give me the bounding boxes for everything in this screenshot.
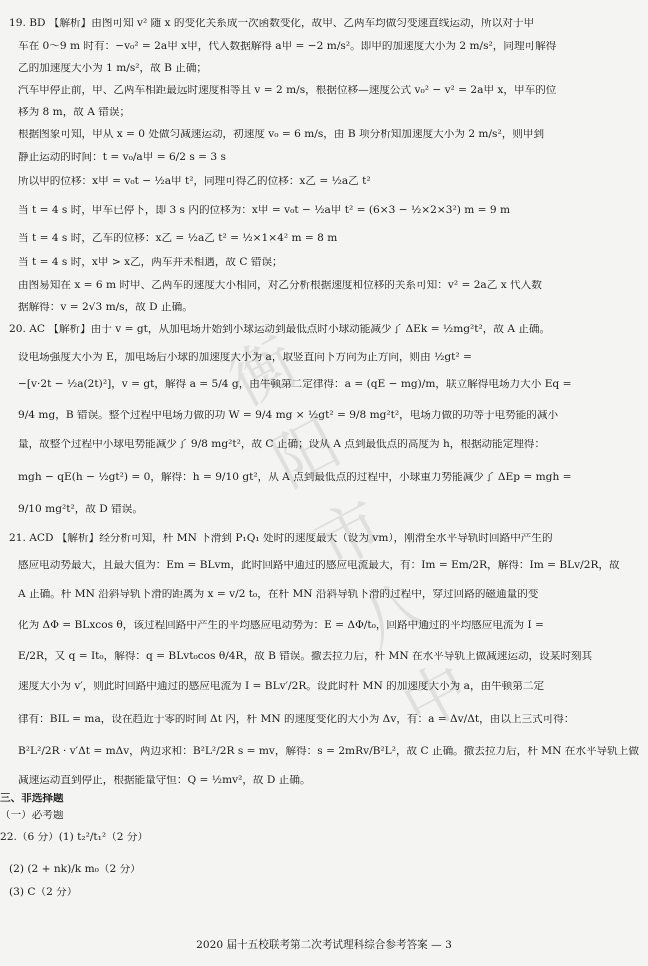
text-line: 由图易知在 x = 6 m 时甲、乙两车的速度大小相同，对乙分析根据速度和位移的关系可知：v² = 2a乙 x 代入数	[18, 280, 542, 291]
text-line: 根据图象可知，甲从 x = 0 处做匀减速运动，初速度 v₀ = 6 m/s，由 B 项分析知加速度大小为 2 m/s²，则甲到	[18, 129, 545, 140]
text-line: 汽车甲停止前，甲、乙两车相距最远时速度相等且 v = 2 m/s，根据位移—速度公式 v₀² − v² = 2a甲 x，甲车的位	[18, 85, 557, 96]
text-line: 移为 8 m，故 A 错误；	[18, 107, 131, 118]
text-line: 当 t = 4 s 时，甲车已停下，即 3 s 内的位移为：x甲 = v₀t − ½a甲 t² = (6×3 − ½×2×3²) m = 9 m	[18, 205, 511, 216]
text-line: 20. AC 【解析】由于 v = gt，从加电场开始到小球运动到最低点时小球动能减少了 ΔEk = ½mg²t²，故 A 正确。	[9, 324, 551, 335]
text-line: （一）必考题	[0, 810, 64, 821]
text-line: 车在 0～9 m 时有：−v₀² = 2a甲 x甲，代入数据解得 a甲 = −2 m/s²。即甲的加速度大小为 2 m/s²，同理可解得	[18, 41, 557, 52]
watermark-char: 衡	[217, 325, 310, 421]
text-line: 9/4 mg，B 错误。整个过程中电场力做的功 W = 9/4 mg × ½gt² = 9/8 mg²t²，电场力做的功等于电势能的减小	[18, 410, 559, 421]
text-line: 减速运动直到停止，根据能量守恒：Q = ½mv²，故 D 正确。	[18, 775, 311, 786]
text-line: 量，故整个过程中小球电势能减少了 9/8 mg²t²，故 C 正确；设从 A 点到最低点的高度为 h，根据动能定理得：	[18, 439, 546, 450]
text-line: 乙的加速度大小为 1 m/s²，故 B 正确；	[18, 63, 208, 74]
watermark-char: 阳	[261, 406, 353, 502]
text-line: 所以甲的位移：x甲 = v₀t − ½a甲 t²，同理可得乙的位移：x乙 = ½a乙 t²	[18, 176, 371, 187]
text-line: 当 t = 4 s 时，乙车的位移：x乙 = ½a乙 t² = ½×1×4² m = 8 m	[18, 233, 338, 244]
text-line: 据解得：v = 2√3 m/s，故 D 正确。	[18, 302, 193, 313]
text-line: 化为 ΔΦ = BLxcos θ，该过程回路中产生的平均感应电动势为：E = ΔΦ/t₀，回路中通过的平均感应电流为 I =	[18, 620, 544, 631]
watermark-char: 八	[347, 568, 439, 665]
page-footer: 2020 届十五校联考第二次考试理科综合参考答案 — 3	[196, 939, 452, 951]
text-line: 21. ACD 【解析】经分析可知，杆 MN 下滑到 P₁Q₁ 处时的速度最大（设为 vm），刚滑至水平导轨时回路中产生的	[9, 533, 553, 544]
text-line: 律有：BIL = ma，设在趋近于零的时间 Δt 内，杆 MN 的速度变化的大小为 Δv，有：a = Δv/Δt，由以上三式可得：	[18, 714, 575, 725]
text-line: (2) (2 + nk)/k m₀（2 分）	[9, 864, 141, 875]
text-line: 9/10 mg²t²，故 D 错误。	[18, 504, 143, 515]
text-line: A 正确。杆 MN 沿斜导轨下滑的距离为 x = v/2 t₀，在杆 MN 沿斜导轨下滑的过程中，穿过回路的磁通量的变	[18, 589, 539, 600]
text-line: 静止运动的时间：t = v₀/a甲 = 6/2 s = 3 s	[18, 152, 226, 163]
text-line: 设电场强度大小为 E，加电场后小球的加速度大小为 a，取竖直向下方向为正方向，则由 ½gt² =	[18, 352, 472, 363]
text-line: −[v·2t − ½a(2t)²]，v = gt，解得 a = 5/4 g，由牛顿第二定律得：a = (qE − mg)/m，联立解得电场力大小 Eq =	[18, 379, 572, 390]
text-line: B²L²/2R · v′Δt = mΔv，两边求和：B²L²/2R s = mv，解得：s = 2mRv/B²L²，故 C 正确。撤去拉力后，杆 MN 在水平导轨上做	[18, 746, 639, 757]
watermark-char: 市	[304, 487, 396, 584]
text-line: 当 t = 4 s 时，x甲 > x乙，两车并未相遇，故 C 错误；	[18, 257, 283, 268]
text-line: 22.（6 分）(1) t₂²/t₁²（2 分）	[0, 832, 149, 843]
text-line: 感应电动势最大，且最大值为：Em = BLvm，此时回路中通过的感应电流最大，有：Im = Em/2R，解得：Im = BLv/2R，故	[18, 560, 620, 571]
text-line: mgh − qE(h − ½gt²) = 0，解得：h = 9/10 gt²，从 A 点到最低点的过程中，小球重力势能减少了 ΔEp = mgh =	[18, 472, 572, 483]
text-line: (3) C（2 分）	[9, 887, 78, 898]
text-line: 速度大小为 v′，则此时回路中通过的感应电流为 I = BLv′/2R。设此时杆 MN 的加速度大小为 a，由牛顿第二定	[18, 681, 545, 692]
watermark-char: 中	[390, 650, 482, 746]
section-heading: 三、非选择题	[0, 793, 64, 804]
text-line: 19. BD 【解析】由图可知 v² 随 x 的变化关系成一次函数变化，故甲、乙两车均做匀变速直线运动，所以对于甲	[9, 18, 535, 29]
text-line: E/2R，又 q = It₀，解得：q = BLvt₀cos θ/4R，故 B 错误。撤去拉力后，杆 MN 在水平导轨上做减速运动，设某时刻其	[18, 651, 593, 662]
